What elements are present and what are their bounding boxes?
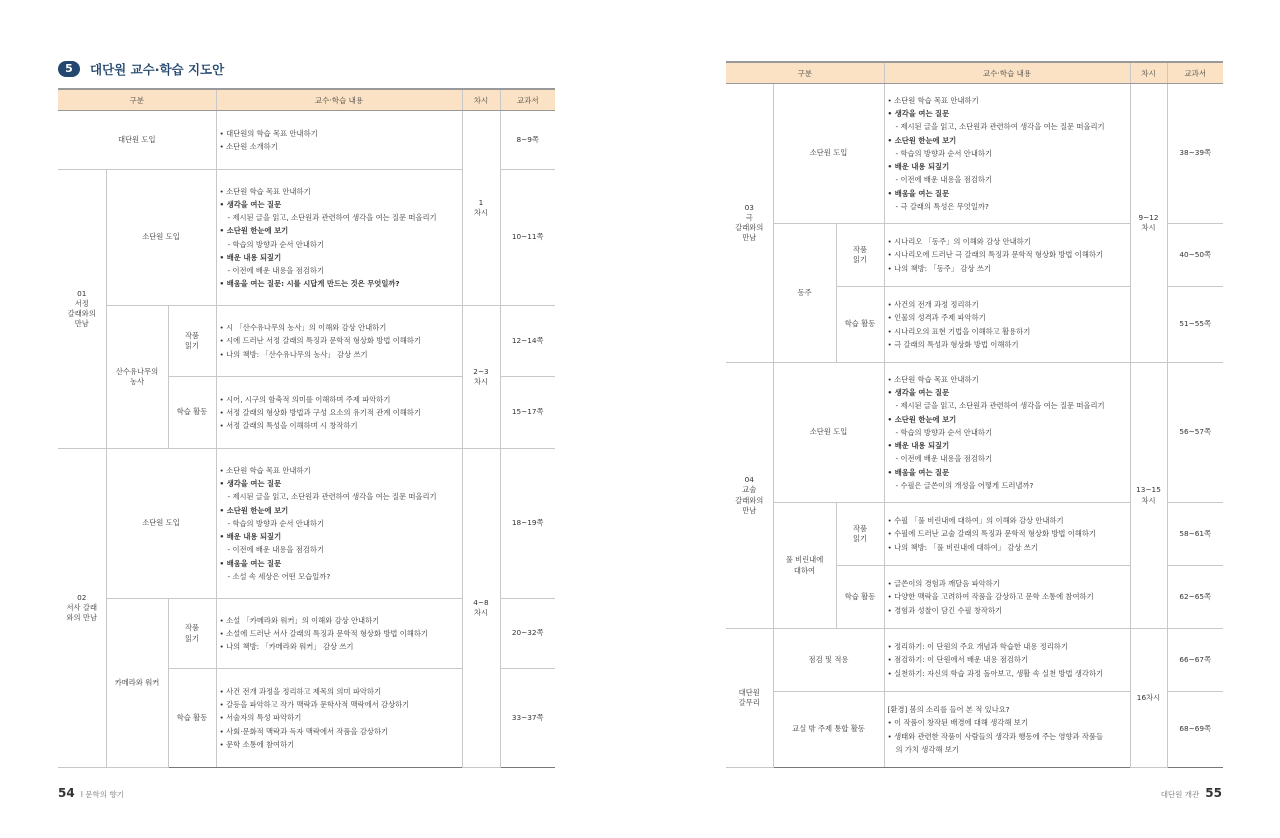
content-line: • 생각을 여는 질문 (887, 109, 950, 119)
content-line: • 소단원 학습 목표 안내하기 (887, 375, 979, 385)
content-line: • 시 「산수유나무의 농사」의 이해와 감상 안내하기 (219, 323, 387, 333)
content-line: • 배움을 여는 질문 (887, 188, 950, 198)
row-content (216, 111, 462, 170)
content-line: - 이전에 배운 내용을 점검하기 (227, 545, 324, 555)
header-period: 차시 (462, 89, 500, 111)
content-line: • 생태와 관련한 작품이 사람들의 생각과 행동에 주는 영향과 작품들 (887, 731, 1103, 741)
content-line: • 다양한 맥락을 고려하여 작품을 감상하고 문학 소통에 참여하기 (887, 592, 1094, 602)
content-line: • 배움을 여는 질문: 시를 시답게 만드는 것은 무엇일까? (219, 279, 400, 289)
content-line: • 배운 내용 되짚기 (887, 162, 950, 172)
content-line: - 극 갈래의 특성은 무엇일까? (895, 201, 989, 211)
page-number: 54 (58, 786, 75, 800)
content-line: • 소단원 한눈에 보기 (219, 505, 289, 515)
period-cell: 9~12 차시 (1130, 84, 1167, 363)
row-content (216, 306, 462, 377)
header-content: 교수·학습 내용 (216, 89, 462, 111)
content-line: • 소단원 학습 목표 안내하기 (219, 466, 311, 476)
row-content (216, 449, 462, 599)
textbook-pages: 51~55쪽 (1167, 287, 1223, 363)
content-line: - 제시된 글을 읽고, 소단원과 관련하여 생각을 여는 질문 떠올리기 (227, 492, 437, 502)
content-line: - 수필은 글쓴이의 개성을 어떻게 드러낼까? (895, 480, 1034, 490)
textbook-pages: 58~61쪽 (1167, 503, 1223, 566)
sub-activity: 작품 읽기 (168, 599, 216, 669)
work-title: 산수유나무의 농사 (106, 306, 168, 449)
content-line: • 배운 내용 되짚기 (219, 532, 282, 542)
content-line: • 문학 소통에 참여하기 (219, 739, 295, 749)
period-cell: 4~8 차시 (462, 449, 500, 768)
content-line: • 생각을 여는 질문 (219, 479, 282, 489)
row-content (884, 629, 1130, 692)
row-content (216, 377, 462, 449)
content-line: • 점검하기: 이 단원에서 배운 내용 점검하기 (887, 655, 1029, 665)
row-group: 소단원 도입 (773, 363, 884, 503)
content-line: • 이 작품이 창작된 배경에 대해 생각해 보기 (887, 718, 1028, 728)
header-category: 구분 (726, 62, 884, 84)
content-line: - 학습의 방향과 순서 안내하기 (895, 148, 992, 158)
unit-label: 대단원 갈무리 (726, 629, 773, 768)
textbook-pages: 18~19쪽 (500, 449, 555, 599)
page-number: 55 (1205, 786, 1222, 800)
content-line: • 소단원 한눈에 보기 (887, 135, 957, 145)
sub-activity: 작품 읽기 (836, 503, 884, 566)
row-group: 교실 밖 주제 통합 활동 (773, 692, 884, 768)
content-line: • 시나리오의 표현 기법을 이해하고 활용하기 (887, 326, 1031, 336)
work-title: 동주 (773, 224, 836, 363)
content-line: • 시나리오 「동주」의 이해와 감상 안내하기 (887, 237, 1031, 247)
content-line: • 소단원 학습 목표 안내하기 (887, 96, 979, 106)
content-line: • 갈등을 파악하고 작가 맥락과 문학사적 맥락에서 감상하기 (219, 700, 410, 710)
right-folio (1161, 786, 1222, 800)
content-line: • 실천하기: 자신의 학습 과정 돌아보고, 생활 속 실천 방법 생각하기 (887, 668, 1104, 678)
work-title: 카메라와 워커 (106, 599, 168, 768)
sub-activity: 학습 활동 (168, 377, 216, 449)
content-line: • 서정 갈래의 특성을 이해하며 시 창작하기 (219, 421, 358, 431)
unit-label: 04 교술 갈래와의 만남 (726, 363, 773, 629)
content-line: - 제시된 글을 읽고, 소단원과 관련하여 생각을 여는 질문 떠올리기 (227, 213, 437, 223)
textbook-pages: 66~67쪽 (1167, 629, 1223, 692)
row-group: 점검 및 적용 (773, 629, 884, 692)
content-line: • 시에 드러난 서정 갈래의 특징과 문학적 형상화 방법 이해하기 (219, 336, 421, 346)
sub-activity: 작품 읽기 (168, 306, 216, 377)
content-line: • 사건의 전개 과정 정리하기 (887, 300, 979, 310)
row-content (884, 503, 1130, 566)
content-line: • 나의 책방: 「카메라와 워커」 감상 쓰기 (219, 642, 354, 652)
sub-activity: 학습 활동 (836, 566, 884, 629)
content-line: • 수필 「풀 비린내에 대하여」의 이해와 감상 안내하기 (887, 516, 1064, 526)
textbook-pages: 8~9쪽 (500, 111, 555, 170)
content-line: • 배운 내용 되짚기 (887, 441, 950, 451)
row-content (216, 170, 462, 306)
textbook-pages: 68~69쪽 (1167, 692, 1223, 768)
lesson-plan-table-left (58, 88, 555, 768)
content-line: • 서정 갈래의 형상화 방법과 구성 요소의 유기적 관계 이해하기 (219, 407, 421, 417)
sub-activity: 학습 활동 (168, 669, 216, 768)
period-cell: 13~15 차시 (1130, 363, 1167, 629)
content-line: - 이전에 배운 내용을 점검하기 (895, 454, 992, 464)
content-line: - 학습의 방향과 순서 안내하기 (227, 239, 324, 249)
content-line: - 제시된 글을 읽고, 소단원과 관련하여 생각을 여는 질문 떠올리기 (895, 401, 1105, 411)
content-line: - 이전에 배운 내용을 점검하기 (895, 175, 992, 185)
header-category: 구분 (58, 89, 216, 111)
content-line: • 소단원 학습 목표 안내하기 (219, 186, 311, 196)
row-group: 소단원 도입 (106, 170, 216, 306)
content-line: • 소단원 한눈에 보기 (219, 226, 289, 236)
content-line: • 소단원 소개하기 (219, 142, 278, 151)
content-line: • 극 갈래의 특성과 형상화 방법 이해하기 (887, 339, 1019, 349)
row-content (216, 669, 462, 768)
content-line: • 수필에 드러난 교술 갈래의 특징과 문학적 형상화 방법 이해하기 (887, 529, 1096, 539)
period-cell: 2~3 차시 (462, 306, 500, 449)
row-content (884, 224, 1130, 287)
content-line: • 시어, 시구의 함축적 의미를 이해하며 주제 파악하기 (219, 394, 391, 404)
content-line: • 인물의 성격과 주제 파악하기 (887, 313, 986, 323)
content-line: • 서술자의 특성 파악하기 (219, 713, 302, 723)
content-line: • 정리하기: 이 단원의 주요 개념과 학습한 내용 정리하기 (887, 642, 1068, 652)
unit-label: 03 극 갈래와의 만남 (726, 84, 773, 363)
content-line: • 소설에 드러난 서사 갈래의 특징과 문학적 형상화 방법 이해하기 (219, 628, 428, 638)
row-content (884, 287, 1130, 363)
textbook-pages: 12~14쪽 (500, 306, 555, 377)
chapter-label: I 문학의 향기 (80, 790, 124, 799)
header-content: 교수·학습 내용 (884, 62, 1130, 84)
content-line: - 학습의 방향과 순서 안내하기 (227, 518, 324, 528)
row-content (884, 363, 1130, 503)
textbook-pages: 38~39쪽 (1167, 84, 1223, 224)
right-page (640, 0, 1280, 838)
content-line: • 나의 책방: 「동주」 감상 쓰기 (887, 263, 991, 273)
unit-label: 01 서정 갈래와의 만남 (58, 170, 106, 449)
sub-activity: 학습 활동 (836, 287, 884, 363)
row-content (884, 84, 1130, 224)
section-number-badge: 5 (58, 61, 80, 77)
period-cell: 1 차시 (462, 111, 500, 306)
header-period: 차시 (1130, 62, 1167, 84)
content-line: - 소설 속 세상은 어떤 모습일까? (227, 571, 331, 581)
textbook-pages: 15~17쪽 (500, 377, 555, 449)
textbook-pages: 40~50쪽 (1167, 224, 1223, 287)
section-label: 대단원 개관 (1160, 790, 1200, 799)
unit-label: 02 서사 갈래 와의 만남 (58, 449, 106, 768)
row-content (216, 599, 462, 669)
row-group: 소단원 도입 (773, 84, 884, 224)
content-line: - 이전에 배운 내용을 점검하기 (227, 265, 324, 275)
content-line: • 사건 전개 과정을 정리하고 제목의 의미 파악하기 (219, 686, 382, 696)
content-line: • 소설 「카메라와 워커」의 이해와 감상 안내하기 (219, 615, 380, 625)
textbook-pages: 62~65쪽 (1167, 566, 1223, 629)
lesson-plan-table-right (726, 61, 1223, 768)
row-content (884, 692, 1130, 768)
content-line: 의 가치 생각해 보기 (895, 744, 959, 754)
period-cell: 16차시 (1130, 629, 1167, 768)
content-line: • 경험과 성찰이 담긴 수필 창작하기 (887, 605, 1003, 615)
content-line: • 시나리오에 드러난 극 갈래의 특징과 문학적 형상화 방법 이해하기 (887, 250, 1103, 260)
content-line: • 배움을 여는 질문 (887, 467, 950, 477)
header-textbook: 교과서 (1167, 62, 1223, 84)
textbook-pages: 33~37쪽 (500, 669, 555, 768)
header-textbook: 교과서 (500, 89, 555, 111)
content-line: • 나의 책방: 「풀 비린내에 대하여」 감상 쓰기 (887, 542, 1038, 552)
content-line: [환경] 봄의 소리를 들어 본 적 있나요? (887, 705, 1010, 715)
row-group: 대단원 도입 (58, 111, 216, 170)
content-line: • 글쓴이의 경험과 깨달음 파악하기 (887, 579, 1000, 589)
content-line: • 사회·문화적 맥락과 독자 맥락에서 작품을 감상하기 (219, 726, 389, 736)
textbook-pages: 20~32쪽 (500, 599, 555, 669)
left-folio (58, 786, 124, 800)
row-group: 소단원 도입 (106, 449, 216, 599)
content-line: • 배움을 여는 질문 (219, 558, 282, 568)
content-line: • 배운 내용 되짚기 (219, 252, 282, 262)
content-line: - 학습의 방향과 순서 안내하기 (895, 427, 992, 437)
content-line: • 생각을 여는 질문 (219, 199, 282, 209)
content-line: • 대단원의 학습 목표 안내하기 (219, 128, 318, 138)
content-line: • 생각을 여는 질문 (887, 388, 950, 398)
content-line: - 제시된 글을 읽고, 소단원과 관련하여 생각을 여는 질문 떠올리기 (895, 122, 1105, 132)
work-title: 풀 비린내에 대하여 (773, 503, 836, 629)
section-title-text: 대단원 교수·학습 지도안 (90, 62, 225, 77)
row-content (884, 566, 1130, 629)
content-line: • 소단원 한눈에 보기 (887, 414, 957, 424)
sub-activity: 작품 읽기 (836, 224, 884, 287)
textbook-pages: 10~11쪽 (500, 170, 555, 306)
section-title (58, 60, 224, 78)
textbook-pages: 56~57쪽 (1167, 363, 1223, 503)
content-line: • 나의 책방: 「산수유나무의 농사」 감상 쓰기 (219, 349, 368, 359)
